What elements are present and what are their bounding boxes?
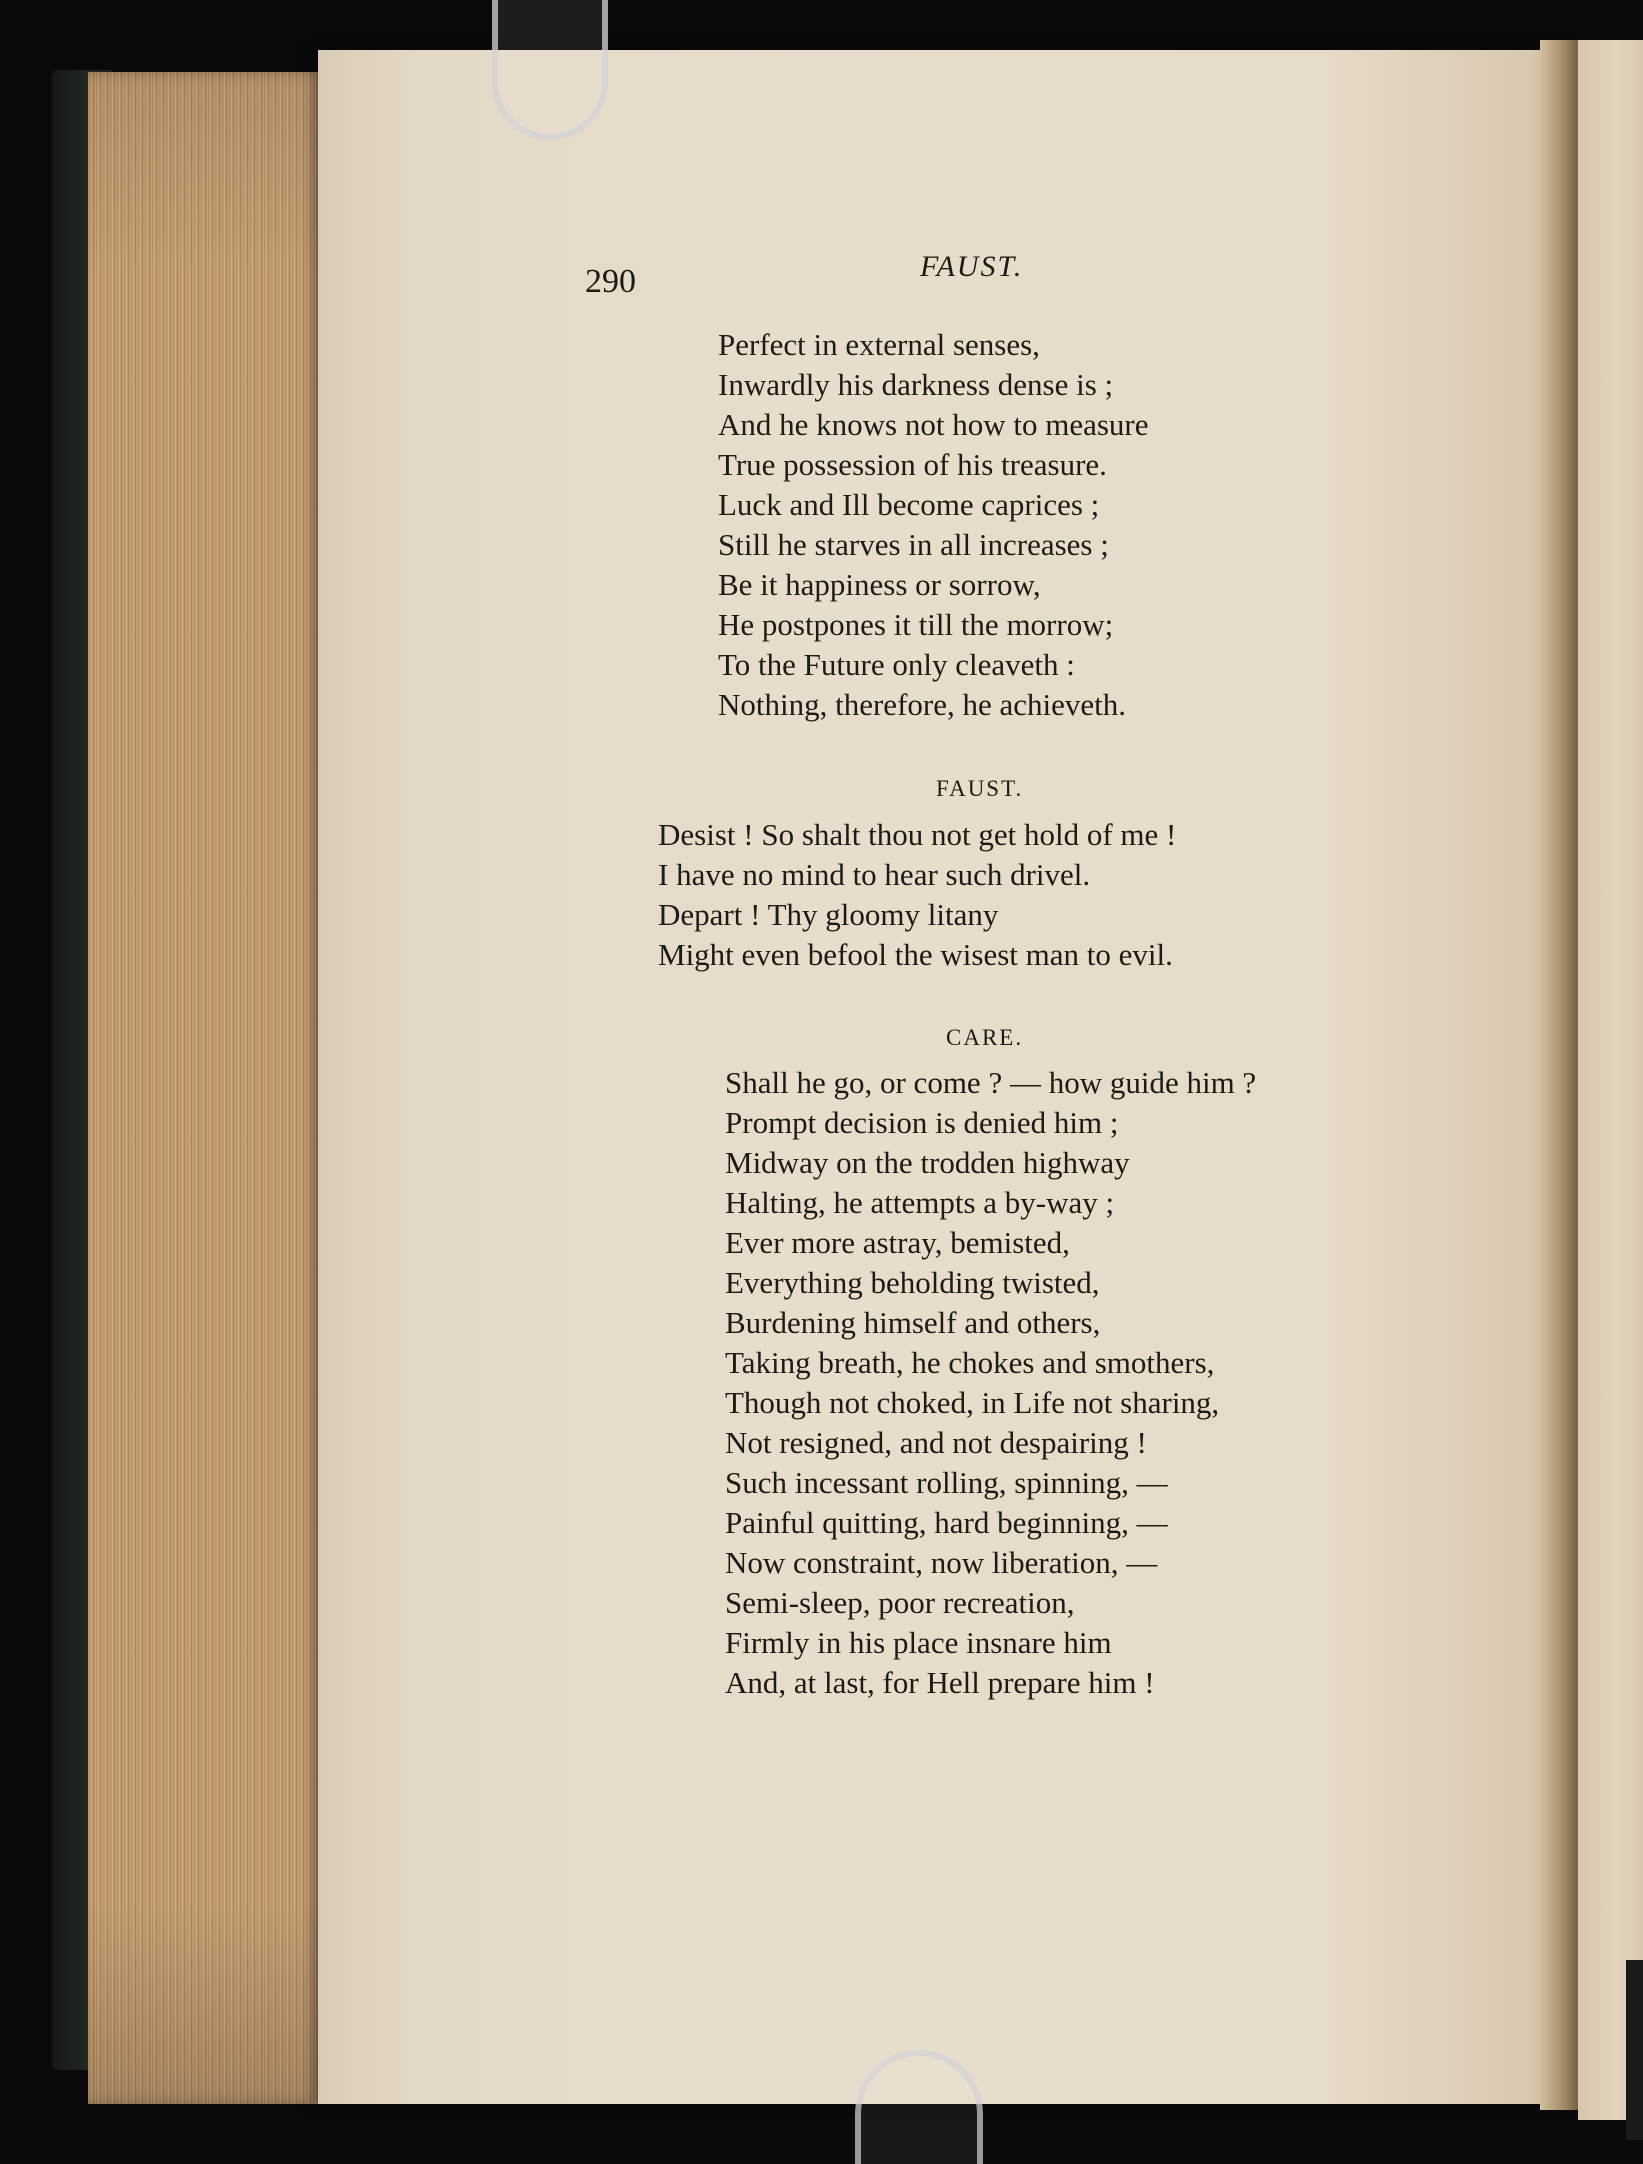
verse-line: Perfect in external senses, bbox=[718, 327, 1040, 362]
verse-line: And, at last, for Hell prepare him ! bbox=[725, 1665, 1155, 1700]
verse-line: Such incessant rolling, spinning, — bbox=[725, 1465, 1168, 1500]
verse-line: Taking breath, he chokes and smothers, bbox=[725, 1345, 1215, 1380]
verse-line: Nothing, therefore, he achieveth. bbox=[718, 687, 1126, 722]
speaker-heading-care: CARE. bbox=[946, 1025, 1024, 1050]
verse-line: Shall he go, or come ? — how guide him ? bbox=[725, 1065, 1257, 1100]
page-block-edges bbox=[88, 72, 324, 2104]
verse-line: Depart ! Thy gloomy litany bbox=[658, 897, 999, 932]
verse-line: I have no mind to hear such drivel. bbox=[658, 857, 1091, 892]
verse-line: Inwardly his darkness dense is ; bbox=[718, 367, 1114, 402]
verse-line: Still he starves in all increases ; bbox=[718, 527, 1109, 562]
verse-line: Midway on the trodden highway bbox=[725, 1145, 1130, 1180]
verse-line: True possession of his treasure. bbox=[718, 447, 1107, 482]
verse-line: Painful quitting, hard beginning, — bbox=[725, 1505, 1168, 1540]
verse-line: Now constraint, now liberation, — bbox=[725, 1545, 1158, 1580]
verse-line: Everything beholding twisted, bbox=[725, 1265, 1100, 1300]
verse-passage-2 bbox=[658, 815, 1176, 975]
verse-line: Might even befool the wisest man to evil. bbox=[658, 937, 1173, 972]
verse-line: Semi-sleep, poor recreation, bbox=[725, 1585, 1075, 1620]
book-gutter bbox=[1540, 40, 1580, 2110]
verse-line: Desist ! So shalt thou not get hold of me ! bbox=[658, 817, 1177, 852]
facing-page-corner bbox=[1626, 1960, 1643, 2140]
verse-line: Be it happiness or sorrow, bbox=[718, 567, 1041, 602]
facing-page-edge bbox=[1578, 40, 1643, 2120]
verse-line: Halting, he attempts a by-way ; bbox=[725, 1185, 1115, 1220]
verse-passage-3 bbox=[725, 1063, 1256, 1703]
verse-line: And he knows not how to measure bbox=[718, 407, 1149, 442]
verse-line: Luck and Ill become caprices ; bbox=[718, 487, 1100, 522]
page-holder-clip-top bbox=[492, 0, 608, 140]
verse-line: Firmly in his place insnare him bbox=[725, 1625, 1112, 1660]
verse-passage-1 bbox=[718, 325, 1149, 725]
verse-line: Prompt decision is denied him ; bbox=[725, 1105, 1119, 1140]
verse-line: To the Future only cleaveth : bbox=[718, 647, 1075, 682]
page-number: 290 bbox=[585, 263, 636, 300]
verse-line: Ever more astray, bemisted, bbox=[725, 1225, 1070, 1260]
verse-line: Not resigned, and not despairing ! bbox=[725, 1425, 1147, 1460]
verse-line: Burdening himself and others, bbox=[725, 1305, 1101, 1340]
verse-line: He postpones it till the morrow; bbox=[718, 607, 1114, 642]
running-head: FAUST. bbox=[920, 250, 1024, 283]
verse-line: Though not choked, in Life not sharing, bbox=[725, 1385, 1220, 1420]
speaker-heading-faust: FAUST. bbox=[936, 776, 1024, 801]
